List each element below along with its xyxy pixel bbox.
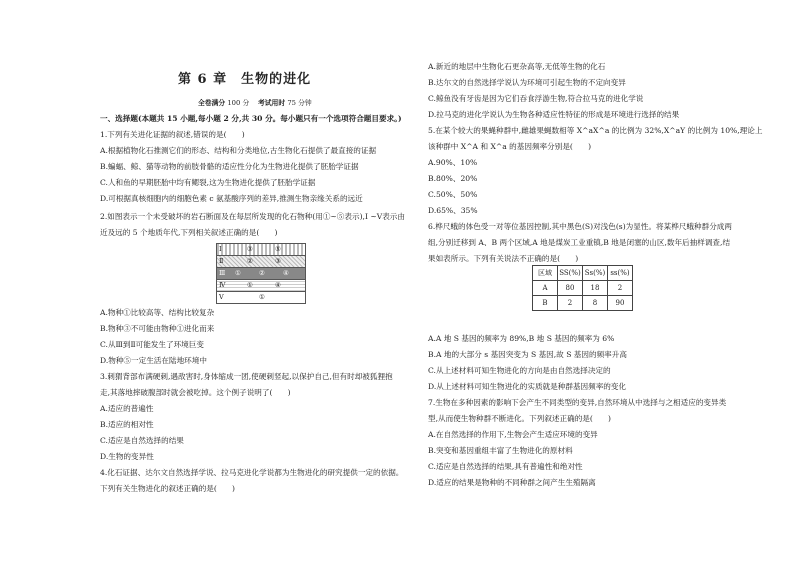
fossil: ① [247, 281, 253, 289]
table-row [533, 281, 633, 296]
q7-option-d: D.适应的结果是物种的不同种群之间产生生殖隔离 [428, 478, 596, 487]
era-label: Ⅰ [219, 245, 222, 253]
q3-option-d: D.生物的变异性 [100, 452, 154, 461]
question-6-line3: 果如表所示。下列有关说法不正确的是( ) [428, 254, 579, 263]
fossil: ② [259, 269, 265, 277]
question-7-line2: 型,从而使生物种群不断进化。下列叙述正确的是( ) [428, 414, 611, 423]
q6-option-a: A.A 地 S 基因的频率为 89%,B 地 S 基因的频率为 6% [428, 334, 615, 343]
table-row [533, 296, 633, 311]
q7-option-b: B.突变和基因重组丰富了生物进化的原材料 [428, 446, 573, 455]
section-heading: 一、选择题(本题共 15 小题,每小题 2 分,共 30 分。每小题只有一个选项符合题目要求。) [100, 114, 402, 123]
era-label: Ⅱ [219, 257, 224, 265]
exam-info [198, 97, 312, 107]
question-6-line2: 组,分别迁移到 A、B 两个区域,A 地是煤炭工业重镇,B 地是闭塞的山区,数年后抽样调查,结 [428, 238, 731, 247]
question-6-line1: 6.桦尺蛾的体色受一对等位基因控制,其中黑色(S)对浅色(s)为显性。将某桦尺蛾种群分成两 [428, 222, 732, 231]
q5-option-c: C.50%、50% [428, 190, 478, 199]
question-7-line1: 7.生物在多种因素的影响下会产生不同类型的变异,自然环境从中选择与之相适应的变异类 [428, 398, 727, 407]
q3-option-c: C.适应是自然选择的结果 [100, 436, 184, 445]
time-value: 75 分钟 [287, 99, 312, 107]
q7-option-c: C.适应是自然选择的结果,具有普遍性和绝对性 [428, 462, 583, 471]
question-5-line2: 该种群中 X^A 和 X^a 的基因频率分别是( ) [428, 142, 592, 151]
table-header: 区域 [533, 266, 558, 281]
q6-option-b: B.A 地的大部分 s 基因突变为 S 基因,故 S 基因的频率升高 [428, 350, 627, 359]
q1-option-b: B.蝙蝠、鲸、猫等动物的前肢骨骼的适应性分化为生物进化提供了胚胎学证据 [100, 162, 359, 171]
q5-option-a: A.90%、10% [428, 158, 478, 167]
fossil: ② [247, 257, 253, 265]
fossil: ① [235, 269, 241, 277]
score-label: 全卷满分 [198, 99, 226, 107]
table-header: ss(%) [608, 266, 633, 281]
table-header: SS(%) [558, 266, 583, 281]
page-title: 第 6 章 生物的进化 [178, 72, 312, 87]
q4-option-d: D.拉马克的进化学说认为生物各种适应性特征的形成是环境进行选择的结果 [428, 110, 680, 119]
q4-option-b: B.达尔文的自然选择学说认为环境可引起生物的不定向变异 [428, 78, 626, 87]
stratum-1 [217, 244, 305, 256]
q5-option-b: B.80%、20% [428, 174, 478, 183]
q1-option-d: D.可根据真核细胞内的细胞色素 c 氨基酸序列的差异,推测生物亲缘关系的远近 [100, 194, 363, 203]
question-2-line1: 2.如图表示一个未受破坏的岩石断面及在每层所发现的化石物种(用①~⑤表示),I ~V表示由 [100, 212, 405, 221]
q4-option-a: A.新近的地层中生物化石更杂高等,无低等生物的化石 [428, 62, 606, 71]
era-label: Ⅴ [219, 293, 224, 301]
table-cell: 90 [608, 296, 633, 311]
stratum-2 [217, 256, 305, 268]
question-5-line1: 5.在某个较大的果蝇种群中,雌雄果蝇数相等 X^aX^a 的比例为 32%,X^aY 的比例为 10%,理论上 [428, 126, 763, 135]
question-1: 1.下列有关进化证据的叙述,错误的是( ) [100, 130, 245, 139]
q2-option-c: C.从Ⅲ到Ⅱ可能发生了环境巨变 [100, 340, 204, 349]
fossil: ④ [283, 269, 289, 277]
q1-option-a: A.根据植物化石推测它们的形态、结构和分类地位,古生物化石提供了最直接的证据 [100, 146, 377, 155]
table-cell: B [533, 296, 558, 311]
table-cell: 18 [583, 281, 608, 296]
q2-option-a: A.物种①比较高等、结构比较复杂 [100, 308, 215, 317]
stratum-3 [217, 268, 305, 280]
table-header: Ss(%) [583, 266, 608, 281]
q4-option-c: C.鲸鱼没有牙齿是因为它们吞食浮游生物,符合拉马克的进化学说 [428, 94, 644, 103]
genotype-table [532, 265, 633, 311]
table-cell: 2 [608, 281, 633, 296]
q3-option-a: A.适应的普遍性 [100, 404, 154, 413]
question-3-line2: 走,其落地摔破腹部时就会被吃掉。这个例子说明了( ) [100, 388, 291, 397]
stratum-5 [217, 292, 305, 303]
question-3-line1: 3.刺猬背部布满硬刺,遇敌害时,身体缩成一团,使硬刺竖起,以保护自己,但有时却被狐狸抱 [100, 372, 393, 381]
q1-option-c: C.人和鱼的早期胚胎中均有鳃裂,这为生物进化提供了胚胎学证据 [100, 178, 316, 187]
table-cell: 80 [558, 281, 583, 296]
fossil: ③ [247, 245, 253, 253]
table-header-row [533, 266, 633, 281]
table-cell: 2 [558, 296, 583, 311]
time-label: 考试用时 [257, 99, 286, 107]
question-4-line2: 下列有关生物进化的叙述正确的是( ) [100, 484, 236, 493]
question-2-line2: 近及远的 5 个地质年代,下列相关叙述正确的是( ) [100, 228, 278, 237]
q6-option-c: C.从上述材料可知生物进化的方向是由自然选择决定的 [428, 366, 611, 375]
q7-option-a: A.在自然选择的作用下,生物会产生适应环境的变异 [428, 430, 598, 439]
rock-strata-figure [216, 243, 306, 304]
table-cell: A [533, 281, 558, 296]
table-cell: 8 [583, 296, 608, 311]
question-4-line1: 4.化石证据、达尔文自然选择学说、拉马克进化学说都为生物进化的研究提供一定的依据。 [100, 468, 404, 477]
fossil: ④ [275, 281, 281, 289]
q2-option-b: B.物种③不可能由物种①进化而来 [100, 324, 215, 333]
era-label: Ⅳ [219, 281, 226, 289]
score-value: 100 分 [227, 99, 250, 107]
era-label: Ⅲ [219, 269, 226, 277]
fossil: ⑤ [275, 245, 281, 253]
stratum-4 [217, 280, 305, 292]
fossil: ① [259, 293, 265, 301]
q5-option-d: D.65%、35% [428, 206, 478, 215]
q2-option-d: D.物种⑤一定生活在陆地环境中 [100, 356, 207, 365]
q6-option-d: D.从上述材料可知生物进化的实质就是种群基因频率的变化 [428, 382, 627, 391]
q3-option-b: B.适应的相对性 [100, 420, 154, 429]
fossil: ③ [275, 257, 281, 265]
